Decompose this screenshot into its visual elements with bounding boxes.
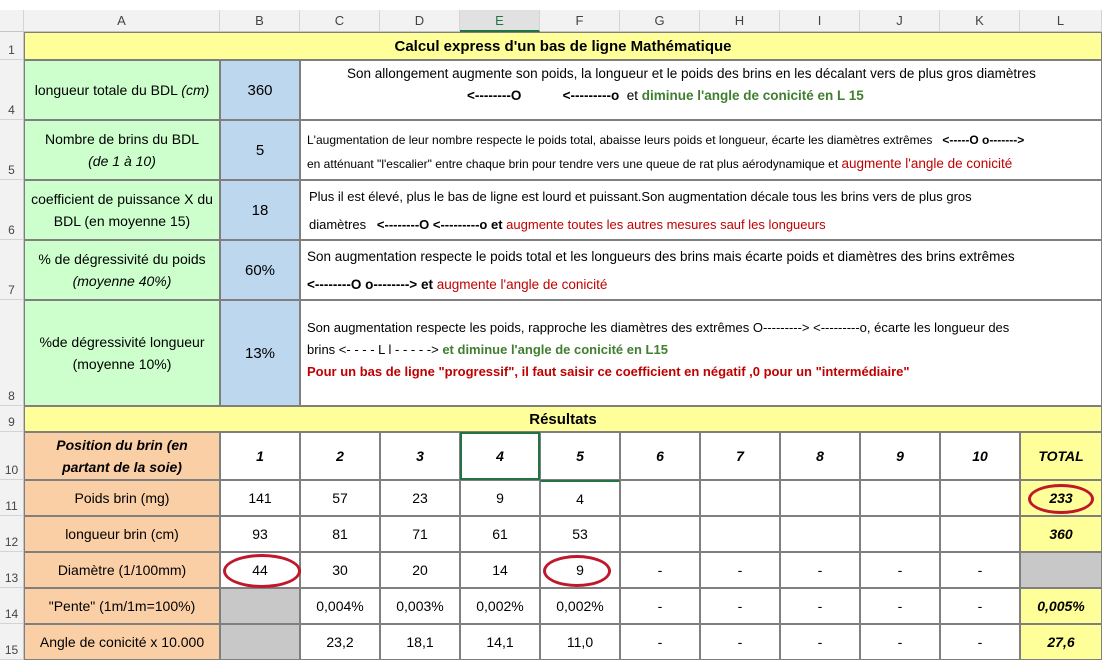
description-length-degression: Son augmentation respecte les poids, rapproche les diamètres des extrêmes O---------> <---------o, écarte les longueur des brins <- - - - L l - - - - -> et diminue l'angle de conicité en L15 Pour un bas de ligne "progressif", il faut saisir ce coefficient en négatif ,0 pour un "intermédiaire": [300, 300, 1102, 406]
column-header-b[interactable]: B: [220, 10, 300, 32]
param-label-length-degression[interactable]: %de dégressivité longueur (moyenne 10%): [24, 300, 220, 406]
total-header-cell[interactable]: TOTAL: [1020, 432, 1102, 480]
column-header-l[interactable]: L: [1020, 10, 1102, 32]
position-cell-8[interactable]: 8: [780, 432, 860, 480]
position-cell-5[interactable]: 5: [540, 432, 620, 480]
row-slope-value-6[interactable]: -: [620, 588, 700, 624]
row-weight-value-8[interactable]: [780, 480, 860, 516]
row-conicity-angle-value-3[interactable]: 18,1: [380, 624, 460, 660]
row-header-6[interactable]: 6: [0, 180, 24, 240]
row-length-value-4[interactable]: 61: [460, 516, 540, 552]
position-cell-7[interactable]: 7: [700, 432, 780, 480]
row-weight-value-5[interactable]: 4: [540, 480, 620, 516]
row-header-10[interactable]: 10: [0, 432, 24, 480]
row-weight-value-9[interactable]: [860, 480, 940, 516]
row-slope-value-3[interactable]: 0,003%: [380, 588, 460, 624]
description-weight-degression: Son augmentation respecte le poids total et les longueurs des brins mais écarte poids et diamètres des brins extrêmes <--------O o--------> et augmente l'angle de conicité: [300, 240, 1102, 300]
param-value-strand-count[interactable]: 5: [220, 120, 300, 180]
param-label-weight-degression[interactable]: % de dégressivité du poids (moyenne 40%): [24, 240, 220, 300]
param-value-power-coefficient[interactable]: 18: [220, 180, 300, 240]
row-diameter-value-6[interactable]: -: [620, 552, 700, 588]
row-header-5[interactable]: 5: [0, 120, 24, 180]
row-header-12[interactable]: 12: [0, 516, 24, 552]
row-slope-value-4[interactable]: 0,002%: [460, 588, 540, 624]
description-length: Son allongement augmente son poids, la longueur et le poids des brins en les décalant vers de plus gros diamètres <--------O <---------o et diminue l'angle de conicité en L 15: [300, 60, 1102, 120]
column-header-g[interactable]: G: [620, 10, 700, 32]
position-cell-9[interactable]: 9: [860, 432, 940, 480]
position-cell-2[interactable]: 2: [300, 432, 380, 480]
row-slope-value-10[interactable]: -: [940, 588, 1020, 624]
param-value-length-degression[interactable]: 13%: [220, 300, 300, 406]
row-header-14[interactable]: 14: [0, 588, 24, 624]
param-label-length[interactable]: longueur totale du BDL (cm): [24, 60, 220, 120]
row-slope-value-5[interactable]: 0,002%: [540, 588, 620, 624]
row-weight-value-2[interactable]: 57: [300, 480, 380, 516]
row-weight-value-4[interactable]: 9: [460, 480, 540, 516]
position-cell-4[interactable]: 4: [460, 432, 540, 480]
row-label-length[interactable]: longueur brin (cm): [24, 516, 220, 552]
row-label-diameter[interactable]: Diamètre (1/100mm): [24, 552, 220, 588]
row-diameter-value-5[interactable]: 9: [540, 552, 620, 588]
row-length-value-9[interactable]: [860, 516, 940, 552]
column-header-e[interactable]: E: [460, 10, 540, 32]
row-length-value-5[interactable]: 53: [540, 516, 620, 552]
row-diameter-value-2[interactable]: 30: [300, 552, 380, 588]
row-header-9[interactable]: 9: [0, 406, 24, 432]
row-slope-value-9[interactable]: -: [860, 588, 940, 624]
row-diameter-value-1[interactable]: 44: [220, 552, 300, 588]
row-length-value-7[interactable]: [700, 516, 780, 552]
row-header-1[interactable]: 1: [0, 32, 24, 60]
param-label-strand-count[interactable]: Nombre de brins du BDL (de 1 à 10): [24, 120, 220, 180]
row-slope-value-7[interactable]: -: [700, 588, 780, 624]
row-conicity-angle-value-1[interactable]: [220, 624, 300, 660]
row-conicity-angle-value-2[interactable]: 23,2: [300, 624, 380, 660]
column-header-d[interactable]: D: [380, 10, 460, 32]
row-slope-value-1[interactable]: [220, 588, 300, 624]
row-header-15[interactable]: 15: [0, 624, 24, 660]
row-slope-value-2[interactable]: 0,004%: [300, 588, 380, 624]
row-length-value-3[interactable]: 71: [380, 516, 460, 552]
row-label-conicity-angle[interactable]: Angle de conicité x 10.000: [24, 624, 220, 660]
position-cell-10[interactable]: 10: [940, 432, 1020, 480]
row-diameter-value-4[interactable]: 14: [460, 552, 540, 588]
column-header-k[interactable]: K: [940, 10, 1020, 32]
sheet-title: Calcul express d'un bas de ligne Mathématique: [394, 37, 732, 55]
column-header-i[interactable]: I: [780, 10, 860, 32]
row-length-value-8[interactable]: [780, 516, 860, 552]
row-header-7[interactable]: 7: [0, 240, 24, 300]
row-length-value-6[interactable]: [620, 516, 700, 552]
column-header-h[interactable]: H: [700, 10, 780, 32]
param-label-power-coefficient[interactable]: coefficient de puissance X du BDL (en moyenne 15): [24, 180, 220, 240]
row-conicity-angle-value-10[interactable]: -: [940, 624, 1020, 660]
row-length-value-1[interactable]: 93: [220, 516, 300, 552]
column-header-f[interactable]: F: [540, 10, 620, 32]
column-header-j[interactable]: J: [860, 10, 940, 32]
description-power-coefficient: Plus il est élevé, plus le bas de ligne est lourd et puissant.Son augmentation décale tous les brins vers de plus gros diamètres <--------O <---------o et augmente toutes les autres mesures sauf les longueurs: [300, 180, 1102, 240]
row-header-4[interactable]: 4: [0, 60, 24, 120]
results-title-cell[interactable]: [24, 406, 1102, 432]
row-weight-value-7[interactable]: [700, 480, 780, 516]
description-strand-count: L'augmentation de leur nombre respecte le poids total, abaisse leurs poids et longueur, écarte les diamètres extrêmes <-----O o-------> en atténuant "l'escalier" entre chaque brin pour tendre vers une queue de rat plus aérodynamique et augmente l'angle de conicité: [300, 120, 1102, 180]
position-label-cell[interactable]: Position du brin (en partant de la soie): [24, 432, 220, 480]
row-header-8[interactable]: 8: [0, 300, 24, 406]
row-conicity-angle-value-4[interactable]: 14,1: [460, 624, 540, 660]
row-header-11[interactable]: 11: [0, 480, 24, 516]
results-title: Résultats: [529, 410, 597, 428]
highlight-oval-diameter-1: [223, 554, 301, 588]
row-conicity-angle-value-7[interactable]: -: [700, 624, 780, 660]
row-slope-value-8[interactable]: -: [780, 588, 860, 624]
row-conicity-angle-value-6[interactable]: -: [620, 624, 700, 660]
row-slope-total[interactable]: 0,005%: [1020, 588, 1102, 624]
row-length-value-10[interactable]: [940, 516, 1020, 552]
param-value-weight-degression[interactable]: 60%: [220, 240, 300, 300]
row-header-13[interactable]: 13: [0, 552, 24, 588]
row-weight-value-1[interactable]: 141: [220, 480, 300, 516]
row-diameter-value-9[interactable]: -: [860, 552, 940, 588]
position-cell-1[interactable]: 1: [220, 432, 300, 480]
position-cell-3[interactable]: 3: [380, 432, 460, 480]
sheet-title-cell[interactable]: [24, 32, 1102, 60]
column-header-a[interactable]: A: [24, 10, 220, 32]
row-weight-value-3[interactable]: 23: [380, 480, 460, 516]
row-length-total[interactable]: 360: [1020, 516, 1102, 552]
row-conicity-angle-value-9[interactable]: -: [860, 624, 940, 660]
row-conicity-angle-value-8[interactable]: -: [780, 624, 860, 660]
row-label-weight[interactable]: Poids brin (mg): [24, 480, 220, 516]
highlight-oval-diameter-5: [543, 555, 611, 587]
row-weight-value-10[interactable]: [940, 480, 1020, 516]
row-diameter-value-7[interactable]: -: [700, 552, 780, 588]
position-cell-6[interactable]: 6: [620, 432, 700, 480]
row-weight-value-6[interactable]: [620, 480, 700, 516]
param-value-length[interactable]: 360: [220, 60, 300, 120]
row-conicity-angle-total[interactable]: 27,6: [1020, 624, 1102, 660]
row-diameter-value-8[interactable]: -: [780, 552, 860, 588]
row-weight-total[interactable]: 233: [1020, 480, 1102, 516]
highlight-oval-total-weight: [1028, 484, 1094, 514]
row-diameter-total[interactable]: [1020, 552, 1102, 588]
row-diameter-value-3[interactable]: 20: [380, 552, 460, 588]
row-diameter-value-10[interactable]: -: [940, 552, 1020, 588]
select-all-corner[interactable]: [0, 10, 24, 32]
row-label-slope[interactable]: "Pente" (1m/1m=100%): [24, 588, 220, 624]
row-conicity-angle-value-5[interactable]: 11,0: [540, 624, 620, 660]
column-header-c[interactable]: C: [300, 10, 380, 32]
row-length-value-2[interactable]: 81: [300, 516, 380, 552]
